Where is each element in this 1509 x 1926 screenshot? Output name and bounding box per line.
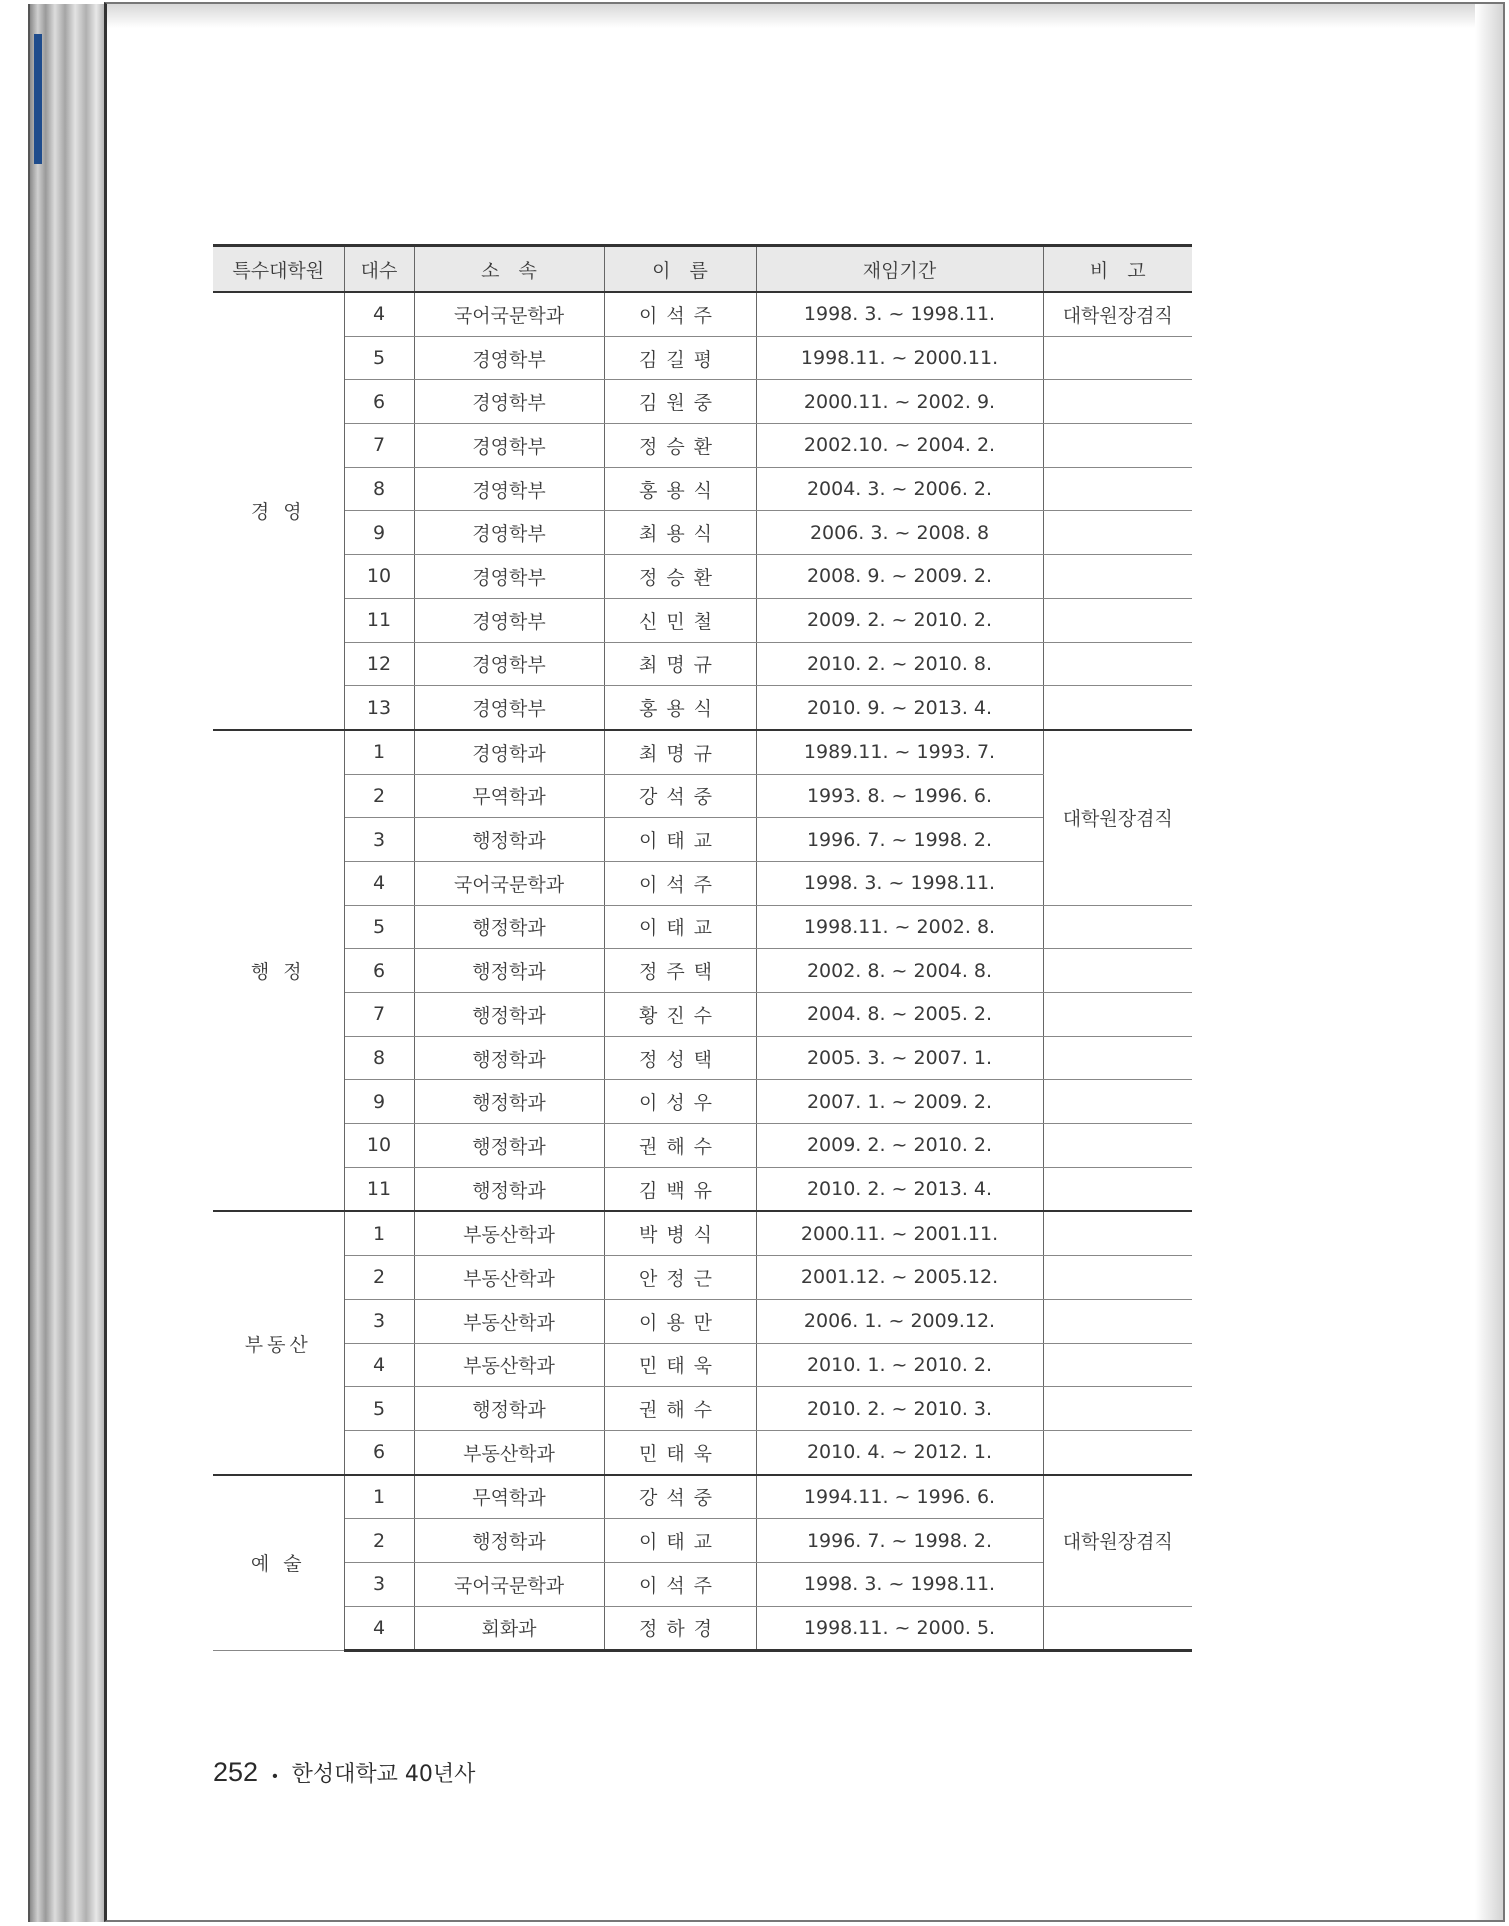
tenure-period-cell: 1998. 3. ~ 1998.11. — [756, 292, 1043, 336]
tenure-period-cell: 2010. 2. ~ 2010. 3. — [756, 1387, 1043, 1431]
term-number-cell: 11 — [344, 1167, 414, 1211]
table-row — [213, 380, 1192, 424]
department-cell: 국어국문학과 — [414, 861, 604, 905]
term-number-cell: 7 — [344, 424, 414, 468]
person-name-cell: 홍용식 — [604, 686, 756, 730]
department-cell: 경영학과 — [414, 730, 604, 774]
note-cell — [1043, 380, 1192, 424]
note-cell — [1043, 1299, 1192, 1343]
department-cell: 경영학부 — [414, 642, 604, 686]
term-number-cell: 1 — [344, 730, 414, 774]
person-name-cell: 정성택 — [604, 1036, 756, 1080]
table-row — [213, 993, 1192, 1037]
department-cell: 행정학과 — [414, 949, 604, 993]
person-name-cell: 최용식 — [604, 511, 756, 555]
table-row — [213, 292, 1192, 336]
note-cell — [1043, 642, 1192, 686]
term-number-cell: 3 — [344, 818, 414, 862]
term-number-cell: 3 — [344, 1299, 414, 1343]
school-group-cell: 행 정 — [213, 730, 344, 1212]
term-number-cell: 11 — [344, 598, 414, 642]
department-cell: 경영학부 — [414, 555, 604, 599]
term-number-cell: 4 — [344, 1343, 414, 1387]
table-row — [213, 598, 1192, 642]
tenure-period-cell: 1998.11. ~ 2002. 8. — [756, 905, 1043, 949]
term-number-cell: 1 — [344, 1211, 414, 1255]
table-row — [213, 424, 1192, 468]
term-number-cell: 6 — [344, 1430, 414, 1474]
person-name-cell: 최명규 — [604, 730, 756, 774]
tenure-period-cell: 2001.12. ~ 2005.12. — [756, 1256, 1043, 1300]
department-cell: 국어국문학과 — [414, 1562, 604, 1606]
note-cell — [1043, 1606, 1192, 1651]
tenure-period-cell: 1993. 8. ~ 1996. 6. — [756, 774, 1043, 818]
department-cell: 행정학과 — [414, 818, 604, 862]
tenure-period-cell: 2005. 3. ~ 2007. 1. — [756, 1036, 1043, 1080]
table-row — [213, 1343, 1192, 1387]
table-row — [213, 511, 1192, 555]
department-cell: 경영학부 — [414, 424, 604, 468]
person-name-cell: 박병식 — [604, 1211, 756, 1255]
note-cell: 대학원장겸직 — [1043, 1475, 1192, 1607]
tenure-period-cell: 2010. 2. ~ 2010. 8. — [756, 642, 1043, 686]
note-cell — [1043, 511, 1192, 555]
table-row — [213, 1080, 1192, 1124]
tenure-period-cell: 2004. 8. ~ 2005. 2. — [756, 993, 1043, 1037]
school-group-cell: 예 술 — [213, 1475, 344, 1651]
page-number: 252 — [213, 1757, 259, 1787]
department-cell: 무역학과 — [414, 1475, 604, 1519]
table-row — [213, 1299, 1192, 1343]
table-row — [213, 642, 1192, 686]
tenure-period-cell: 2009. 2. ~ 2010. 2. — [756, 598, 1043, 642]
person-name-cell: 민태욱 — [604, 1343, 756, 1387]
department-cell: 경영학부 — [414, 380, 604, 424]
person-name-cell: 강석중 — [604, 774, 756, 818]
tenure-period-cell: 2006. 3. ~ 2008. 8 — [756, 511, 1043, 555]
tenure-period-cell: 2010. 2. ~ 2013. 4. — [756, 1167, 1043, 1211]
tenure-period-cell: 2002. 8. ~ 2004. 8. — [756, 949, 1043, 993]
note-cell — [1043, 1211, 1192, 1255]
department-cell: 행정학과 — [414, 1519, 604, 1563]
person-name-cell: 이태교 — [604, 905, 756, 949]
header-department: 소 속 — [414, 246, 604, 293]
table-row — [213, 1387, 1192, 1431]
note-cell — [1043, 905, 1192, 949]
person-name-cell: 이석주 — [604, 292, 756, 336]
person-name-cell: 정승환 — [604, 424, 756, 468]
term-number-cell: 5 — [344, 1387, 414, 1431]
person-name-cell: 홍용식 — [604, 467, 756, 511]
department-cell: 행정학과 — [414, 993, 604, 1037]
tenure-period-cell: 2010. 4. ~ 2012. 1. — [756, 1430, 1043, 1474]
tenure-period-cell: 2000.11. ~ 2002. 9. — [756, 380, 1043, 424]
school-group-cell: 경 영 — [213, 292, 344, 730]
term-number-cell: 8 — [344, 467, 414, 511]
note-cell — [1043, 467, 1192, 511]
tenure-period-cell: 1989.11. ~ 1993. 7. — [756, 730, 1043, 774]
person-name-cell: 강석중 — [604, 1475, 756, 1519]
tenure-period-cell: 1998.11. ~ 2000. 5. — [756, 1606, 1043, 1651]
tenure-period-cell: 2008. 9. ~ 2009. 2. — [756, 555, 1043, 599]
term-number-cell: 4 — [344, 1606, 414, 1651]
header-period: 재임기간 — [756, 246, 1043, 293]
department-cell: 경영학부 — [414, 598, 604, 642]
header-note: 비 고 — [1043, 246, 1192, 293]
table-row — [213, 1167, 1192, 1211]
header-name: 이 름 — [604, 246, 756, 293]
person-name-cell: 신민철 — [604, 598, 756, 642]
department-cell: 부동산학과 — [414, 1256, 604, 1300]
tenure-period-cell: 1994.11. ~ 1996. 6. — [756, 1475, 1043, 1519]
tenure-period-cell: 2000.11. ~ 2001.11. — [756, 1211, 1043, 1255]
table-row — [213, 1256, 1192, 1300]
note-cell — [1043, 1124, 1192, 1168]
person-name-cell: 김원중 — [604, 380, 756, 424]
department-cell: 부동산학과 — [414, 1299, 604, 1343]
table-row — [213, 1211, 1192, 1255]
department-cell: 경영학부 — [414, 336, 604, 380]
book-page-edges — [28, 4, 108, 1922]
term-number-cell: 6 — [344, 380, 414, 424]
table-row — [213, 1124, 1192, 1168]
term-number-cell: 4 — [344, 861, 414, 905]
department-cell: 행정학과 — [414, 1124, 604, 1168]
book-title: 한성대학교 40년사 — [291, 1762, 476, 1787]
tenure-period-cell: 1998. 3. ~ 1998.11. — [756, 861, 1043, 905]
person-name-cell: 권해수 — [604, 1124, 756, 1168]
table-row — [213, 686, 1192, 730]
note-cell — [1043, 1080, 1192, 1124]
term-number-cell: 12 — [344, 642, 414, 686]
table-header-row — [213, 246, 1192, 293]
term-number-cell: 4 — [344, 292, 414, 336]
note-cell — [1043, 336, 1192, 380]
person-name-cell: 민태욱 — [604, 1430, 756, 1474]
note-cell — [1043, 598, 1192, 642]
tenure-period-cell: 2010. 9. ~ 2013. 4. — [756, 686, 1043, 730]
term-number-cell: 10 — [344, 555, 414, 599]
department-cell: 경영학부 — [414, 467, 604, 511]
page-footer — [213, 1757, 475, 1788]
tenure-period-cell: 2006. 1. ~ 2009.12. — [756, 1299, 1043, 1343]
department-cell: 행정학과 — [414, 1167, 604, 1211]
department-cell: 부동산학과 — [414, 1211, 604, 1255]
term-number-cell: 5 — [344, 905, 414, 949]
note-cell — [1043, 1387, 1192, 1431]
note-cell — [1043, 1036, 1192, 1080]
person-name-cell: 김길평 — [604, 336, 756, 380]
tenure-period-cell: 1998.11. ~ 2000.11. — [756, 336, 1043, 380]
table-row — [213, 1606, 1192, 1651]
department-cell: 경영학부 — [414, 511, 604, 555]
term-number-cell: 10 — [344, 1124, 414, 1168]
note-cell — [1043, 1343, 1192, 1387]
note-cell — [1043, 424, 1192, 468]
tenure-period-cell: 1998. 3. ~ 1998.11. — [756, 1562, 1043, 1606]
department-cell: 국어국문학과 — [414, 292, 604, 336]
note-cell — [1043, 1167, 1192, 1211]
graduate-school-deans-table — [213, 244, 1192, 1652]
note-cell — [1043, 1430, 1192, 1474]
department-cell: 행정학과 — [414, 1080, 604, 1124]
term-number-cell: 2 — [344, 774, 414, 818]
table-row — [213, 949, 1192, 993]
note-cell — [1043, 686, 1192, 730]
term-number-cell: 5 — [344, 336, 414, 380]
person-name-cell: 이석주 — [604, 861, 756, 905]
person-name-cell: 정승환 — [604, 555, 756, 599]
note-cell — [1043, 993, 1192, 1037]
person-name-cell: 정하경 — [604, 1606, 756, 1651]
department-cell: 부동산학과 — [414, 1430, 604, 1474]
term-number-cell: 13 — [344, 686, 414, 730]
tenure-period-cell: 2004. 3. ~ 2006. 2. — [756, 467, 1043, 511]
table-row — [213, 730, 1192, 774]
person-name-cell: 정주택 — [604, 949, 756, 993]
note-cell: 대학원장겸직 — [1043, 730, 1192, 905]
department-cell: 행정학과 — [414, 1036, 604, 1080]
note-cell — [1043, 1256, 1192, 1300]
term-number-cell: 3 — [344, 1562, 414, 1606]
tenure-period-cell: 2010. 1. ~ 2010. 2. — [756, 1343, 1043, 1387]
person-name-cell: 최명규 — [604, 642, 756, 686]
person-name-cell: 안정근 — [604, 1256, 756, 1300]
table-row — [213, 336, 1192, 380]
department-cell: 무역학과 — [414, 774, 604, 818]
table-body — [213, 292, 1192, 1651]
term-number-cell: 9 — [344, 1080, 414, 1124]
person-name-cell: 김백유 — [604, 1167, 756, 1211]
table-row — [213, 1430, 1192, 1474]
table-row — [213, 905, 1192, 949]
header-school: 특수대학원 — [213, 246, 344, 293]
term-number-cell: 1 — [344, 1475, 414, 1519]
person-name-cell: 이석주 — [604, 1562, 756, 1606]
term-number-cell: 8 — [344, 1036, 414, 1080]
term-number-cell: 7 — [344, 993, 414, 1037]
person-name-cell: 이태교 — [604, 818, 756, 862]
person-name-cell: 이태교 — [604, 1519, 756, 1563]
term-number-cell: 2 — [344, 1519, 414, 1563]
note-cell: 대학원장겸직 — [1043, 292, 1192, 336]
tenure-period-cell: 1996. 7. ~ 1998. 2. — [756, 1519, 1043, 1563]
person-name-cell: 이용만 — [604, 1299, 756, 1343]
tenure-period-cell: 2002.10. ~ 2004. 2. — [756, 424, 1043, 468]
school-group-cell: 부동산 — [213, 1211, 344, 1474]
person-name-cell: 권해수 — [604, 1387, 756, 1431]
table-row — [213, 467, 1192, 511]
person-name-cell: 이성우 — [604, 1080, 756, 1124]
table-row — [213, 555, 1192, 599]
department-cell: 경영학부 — [414, 686, 604, 730]
term-number-cell: 6 — [344, 949, 414, 993]
footer-bullet: • — [272, 1768, 278, 1785]
person-name-cell: 황진수 — [604, 993, 756, 1037]
note-cell — [1043, 555, 1192, 599]
tenure-period-cell: 2007. 1. ~ 2009. 2. — [756, 1080, 1043, 1124]
header-term-no: 대수 — [344, 246, 414, 293]
table-row — [213, 1475, 1192, 1519]
table-row — [213, 1036, 1192, 1080]
department-cell: 행정학과 — [414, 905, 604, 949]
book-spine-mark — [34, 34, 42, 164]
tenure-period-cell: 1996. 7. ~ 1998. 2. — [756, 818, 1043, 862]
department-cell: 회화과 — [414, 1606, 604, 1651]
term-number-cell: 2 — [344, 1256, 414, 1300]
tenure-period-cell: 2009. 2. ~ 2010. 2. — [756, 1124, 1043, 1168]
term-number-cell: 9 — [344, 511, 414, 555]
note-cell — [1043, 949, 1192, 993]
department-cell: 행정학과 — [414, 1387, 604, 1431]
department-cell: 부동산학과 — [414, 1343, 604, 1387]
